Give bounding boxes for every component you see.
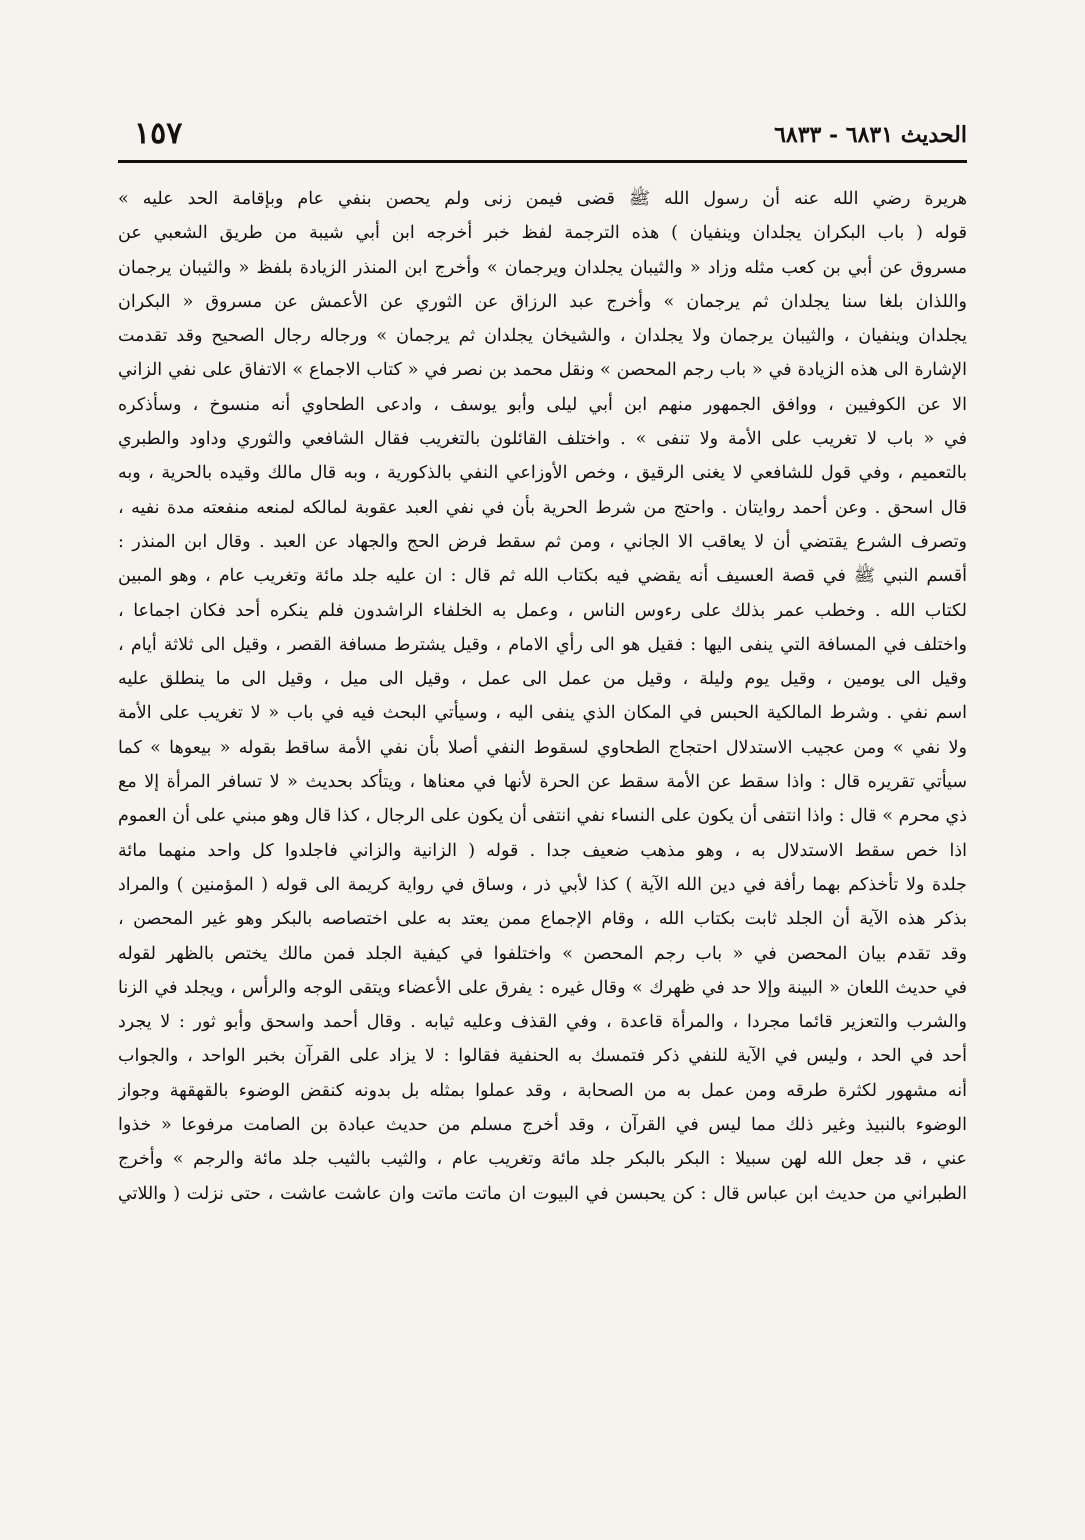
text-line: أحد في الحد ، وليس في الآية للنفي ذكر فتمسك به الحنفية فقالوا : لا يزاد على القرآن بخبر الواحد ، والجواب xyxy=(118,1046,967,1067)
text-line: واختلف في المسافة التي ينفى اليها : فقيل هو الى رأي الامام ، وقيل يشترط مسافة القصر ، وقيل الى ثلاثة أيام ، xyxy=(118,634,967,655)
text-line: بالتعميم ، وفي قول للشافعي لا يغنى الرقيق ، وخص الأوزاعي النفي بالذكورية ، وبه قال مالك وقيده بالحرية ، وبه xyxy=(118,463,967,484)
text-line: هريرة رضي الله عنه أن رسول الله ﷺ قضى فيمن زنى ولم يحصن بنفي عام وبإقامة الحد عليه » xyxy=(118,189,967,209)
text-line: أقسم النبي ﷺ في قصة العسيف أنه يقضي فيه بكتاب الله ثم قال : ان عليه جلد مائة وتغريب عام ، وهو المبين xyxy=(118,566,967,587)
text-line: واللذان بلغا سنا يجلدان ثم يرجمان » وأخرج عبد الرزاق عن الثوري عن الأعمش عن مسروق « البكران xyxy=(118,291,967,312)
text-line: في حديث اللعان « البينة وإلا حد في ظهرك » وقال غيره : يفرق على الأعضاء ويتقى الوجه والرأس ، ويجلد في الزنا xyxy=(118,977,967,998)
text-line: وقيل الى يومين ، وقيل يوم وليلة ، وقيل من عمل الى عمل ، وقيل الى ميل ، وقيل الى ما ينطلق عليه xyxy=(118,669,967,690)
text-line: الوضوء بالنبيذ وغير ذلك مما ليس في القرآن ، وقد أخرج مسلم من حديث عبادة بن الصامت مرفوعا « خذوا xyxy=(118,1115,967,1136)
text-line: يجلدان وينفيان ، والثيبان يرجمان ولا يجلدان ، والشيخان يجلدان ثم يرجمان » ورجاله رجال الصحيح وقد تقدمت xyxy=(118,326,967,347)
text-line: ولا نفي » ومن عجيب الاستدلال احتجاج الطحاوي لسقوط النفي أصلا بأن نفي الأمة ساقط بقوله « بيعوها » كما xyxy=(118,737,967,758)
page-number: ١٥٧ xyxy=(134,116,183,151)
text-line: ذي محرم » قال : واذا انتفى أن يكون على النساء نفي انتفى أن يكون على الرجال ، كذا قال وهو مبني على أن العموم xyxy=(118,806,967,827)
body-text xyxy=(118,182,967,1211)
text-line: الا عن الكوفيين ، ووافق الجمهور منهم ابن أبي ليلى وأبو يوسف ، وادعى الطحاوي أنه منسوخ ، وسأذكره xyxy=(118,394,967,415)
text-line: قال اسحق . وعن أحمد روايتان . واحتج من شرط الحرية بأن في نفي العبد عقوبة لمالكه لمنعه منفعته مدة نفيه ، xyxy=(118,497,967,518)
text-line: والشرب والتعزير قائما مجردا ، والمرأة قاعدة ، وفي القذف وعليه ثيابه . وقال أحمد واسحق وأبو ثور : لا يجرد xyxy=(118,1012,967,1033)
text-line: جلدة ولا تأخذكم بهما رأفة في دين الله الآية ) كذا لأبي ذر ، وساق في رواية كريمة الى قوله ( المؤمنين ) والمراد xyxy=(118,874,967,895)
text-line: عني ، قد جعل الله لهن سبيلا : البكر بالبكر جلد مائة وتغريب عام ، والثيب بالثيب جلد مائة والرجم » وأخرج xyxy=(118,1149,967,1170)
text-line: لكتاب الله . وخطب عمر بذلك على رءوس الناس ، وعمل به الخلفاء الراشدون فلم ينكره أحد فكان اجماعا ، xyxy=(118,600,967,621)
running-title: الحديث ٦٨٣١ - ٦٨٣٣ xyxy=(774,122,967,148)
text-line: وتصرف الشرع يقتضي أن لا يعاقب الا الجاني ، ومن ثم سقط فرض الحج والجهاد عن العبد . وقال ابن المنذر : xyxy=(118,531,967,552)
text-line: بذكر هذه الآية أن الجلد ثابت بكتاب الله ، وقام الإجماع ممن يعتد به على اختصاصه بالبكر وهو غير المحصن ، xyxy=(118,909,967,930)
text-line: اذا خص سقط الاستدلال به ، وهو مذهب ضعيف جدا . قوله ( الزانية والزاني فاجلدوا كل واحد منهما مائة xyxy=(118,840,967,861)
text-line: في « باب لا تغريب على الأمة ولا تنفى » . واختلف القائلون بالتغريب فقال الشافعي والثوري وداود والطبري xyxy=(118,429,967,450)
text-line: قوله ( باب البكران يجلدان وينفيان ) هذه الترجمة لفظ خبر أخرجه ابن أبي شيبة من طريق الشعبي عن xyxy=(118,223,967,244)
text-line: سيأتي تقريره قال : واذا سقط عن الأمة سقط عن الحرة لأنها في معناها ، ويتأكد بحديث « لا تسافر المرأة إلا مع xyxy=(118,772,967,793)
text-line: اسم نفي . وشرط المالكية الحبس في المكان الذي ينفى اليه ، وسيأتي البحث فيه في باب « لا تغريب على الأمة xyxy=(118,703,967,724)
header-rule xyxy=(118,160,967,163)
text-line: الطبراني من حديث ابن عباس قال : كن يحبسن في البيوت ان ماتت ماتت وان عاشت عاشت ، حتى نزلت ( واللاتي xyxy=(118,1183,967,1204)
text-line: وقد تقدم بيان المحصن في « باب رجم المحصن » واختلفوا في كيفية الجلد فمن مالك يختص بالظهر لقوله xyxy=(118,943,967,964)
text-line: أنه مشهور لكثرة طرقه ومن عمل به من الصحابة ، وقد عملوا بمثله بل بدونه كنقض الوضوء بالقهقهة وجواز xyxy=(118,1080,967,1101)
page-header xyxy=(118,112,967,160)
text-line: الإشارة الى هذه الزيادة في « باب رجم المحصن » ونقل محمد بن نصر في « كتاب الاجماع » الاتفاق على نفي الزاني xyxy=(118,360,967,381)
text-line: مسروق عن أبي بن كعب مثله وزاد « والثيبان يجلدان ويرجمان » وأخرج ابن المنذر الزيادة بلفظ « والثيبان يرجمان xyxy=(118,257,967,278)
